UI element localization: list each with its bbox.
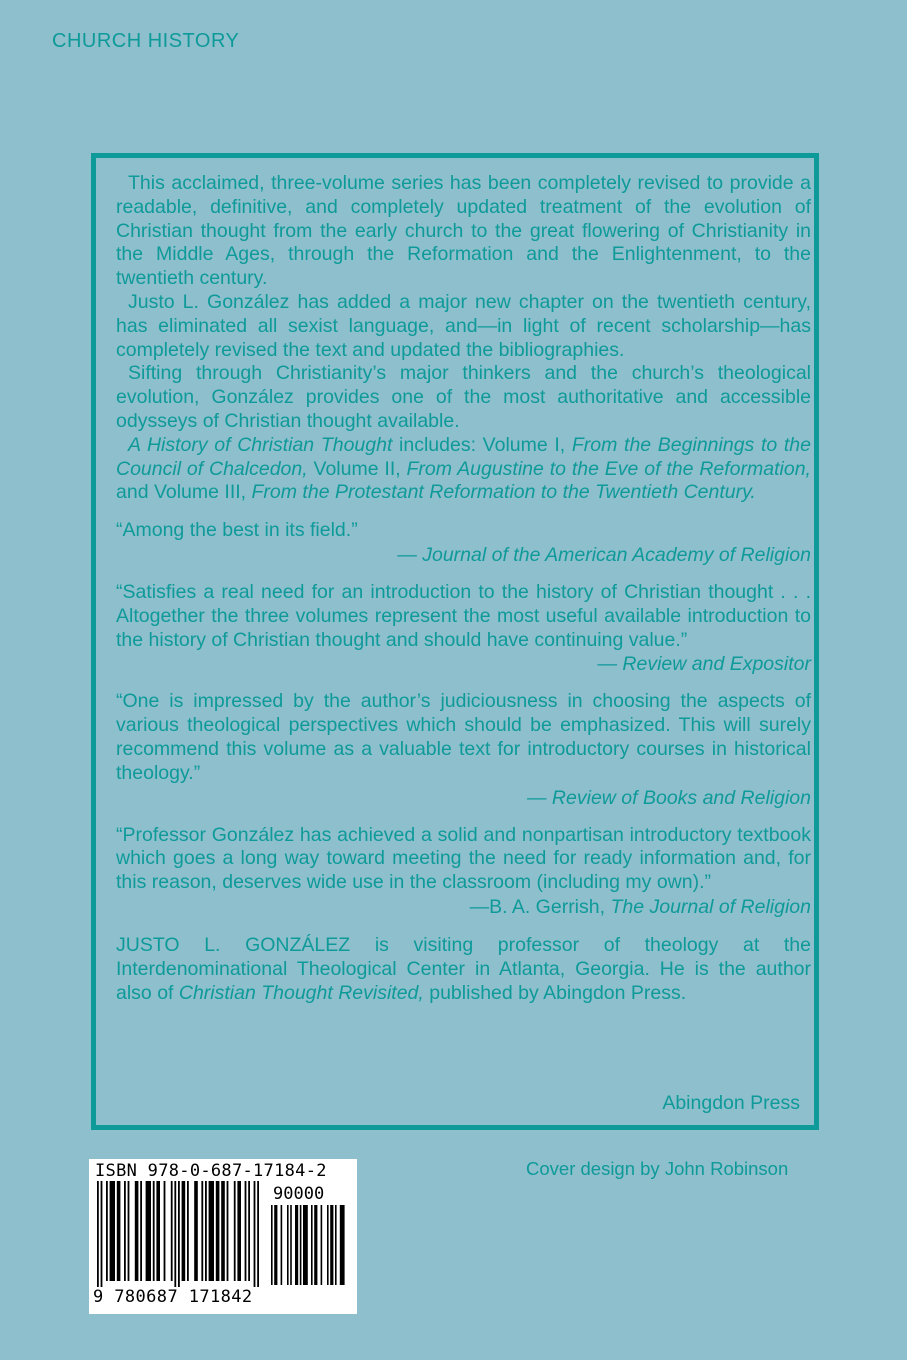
barcode-bar	[340, 1205, 345, 1285]
barcode-bar	[101, 1181, 103, 1287]
series-title: A History of Christian Thought	[128, 433, 393, 456]
review-quote	[116, 519, 811, 567]
quote-source: — Review of Books and Religion	[527, 786, 811, 809]
quote-source: The Journal of Religion	[610, 895, 811, 918]
isbn-text: ISBN 978-0-687-17184-2	[95, 1161, 327, 1181]
barcode-bar	[221, 1181, 225, 1281]
book-title: Christian Thought Revisited,	[178, 981, 424, 1004]
barcode-bar	[227, 1181, 229, 1281]
barcode-bar	[164, 1181, 166, 1281]
volume-3-title: From the Protestant Reformation to the Twentieth Century.	[251, 481, 756, 504]
barcode-bar	[281, 1205, 283, 1285]
barcode-bar	[135, 1181, 139, 1281]
barcode-bar	[201, 1181, 203, 1281]
barcode-bar	[287, 1205, 289, 1285]
barcode-bar	[300, 1205, 302, 1285]
barcode	[89, 1159, 357, 1314]
publisher-name: Abingdon Press	[662, 1092, 800, 1114]
review-quote	[116, 824, 811, 919]
bio-text: published by Abingdon Press.	[423, 981, 687, 1004]
barcode-bar	[153, 1181, 155, 1281]
author-bio	[116, 933, 811, 1005]
barcode-bar	[187, 1181, 189, 1281]
barcode-bar	[274, 1205, 277, 1285]
barcode-bar	[182, 1181, 186, 1281]
barcode-bar	[303, 1205, 308, 1285]
quote-author: —B. A. Gerrish,	[469, 895, 611, 918]
category-label: CHURCH HISTORY	[52, 30, 240, 52]
barcode-bar	[248, 1181, 250, 1281]
barcode-bar	[245, 1181, 247, 1281]
barcode-bar	[295, 1205, 298, 1285]
quote-source: — Review and Expositor	[597, 653, 811, 676]
barcode-bar	[156, 1181, 160, 1281]
barcode-bar	[234, 1181, 236, 1281]
barcode-bar	[209, 1181, 214, 1281]
barcode-bar	[106, 1181, 108, 1281]
quote-text: “Satisfies a real need for an introduction to the history of Christian thought . . . Altogether the three volumes represent the most useful available introduction to the history of Christian thought and should have continuing value.”	[116, 580, 811, 651]
barcode-bar	[330, 1205, 333, 1285]
quote-text: “Among the best in its field.”	[116, 519, 358, 542]
description-body	[116, 172, 811, 505]
volume-3-prefix: and Volume III,	[116, 481, 252, 504]
barcode-bar	[327, 1205, 329, 1285]
quote-attribution	[116, 652, 811, 676]
barcode-bar	[290, 1205, 292, 1285]
barcode-bar	[216, 1181, 220, 1281]
barcode-bar	[117, 1181, 121, 1281]
barcode-bar	[124, 1181, 126, 1281]
quote-source: — Journal of the American Academy of Religion	[397, 543, 811, 566]
author-name: JUSTO L. GONZÁLEZ	[116, 933, 351, 956]
description-frame	[91, 153, 819, 1130]
barcode-bar	[271, 1205, 273, 1285]
price-addon-text: 90000	[273, 1184, 325, 1204]
quote-text: “Professor González has achieved a solid and nonpartisan introductory textbook which goes a long way toward meeting the need for ready information and, for this reason, deserves wide use in the classroom (including my own).”	[116, 823, 811, 894]
barcode-bar	[205, 1181, 207, 1281]
barcode-bar	[178, 1181, 180, 1287]
bio-text: is visiting professor of theology at the Interdenominational Theological Center in Atlanta, Georgia. He is the author also of	[116, 933, 811, 1004]
quote-text: “One is impressed by the author’s judiciousness in choosing the aspects of various theological perspectives which should be emphasized. This will surely recommend this volume as a valuable text for introductory courses in historical theology.”	[116, 690, 811, 784]
series-includes: includes: Volume I,	[392, 433, 572, 456]
barcode-bar	[257, 1181, 259, 1287]
volume-2-prefix: Volume II,	[307, 457, 407, 480]
barcode-bar	[146, 1181, 151, 1281]
review-quote	[116, 581, 811, 676]
volume-1-title: From the Beginnings to the Council of Chalcedon,	[116, 433, 811, 480]
barcode-bar	[110, 1181, 115, 1281]
addon-barcode-bars	[271, 1205, 351, 1289]
description-paragraph: Justo L. González has added a major new chapter on the twentieth century, has eliminated all sexist language, and—in light of recent scholarship—has completely revised the text and updated the bibliographies.	[116, 290, 811, 361]
barcode-bar	[171, 1181, 173, 1281]
cover-design-credit: Cover design by John Robinson	[526, 1158, 789, 1179]
barcode-bar	[128, 1181, 130, 1281]
barcode-bar	[237, 1181, 241, 1281]
review-quote	[116, 690, 811, 809]
volume-2-title: From Augustine to the Eve of the Reformation,	[406, 457, 811, 480]
quote-attribution	[116, 543, 811, 567]
barcode-bar	[174, 1181, 176, 1287]
description-paragraph: Sifting through Christianity’s major thinkers and the church’s theological evolution, González provides one of the most authoritative and accessible odysseys of Christian thought available.	[116, 362, 811, 432]
description-paragraph-series	[116, 434, 811, 505]
quote-attribution	[116, 895, 811, 919]
barcode-bar	[335, 1205, 337, 1285]
barcode-bar	[311, 1205, 313, 1285]
barcode-bar	[97, 1181, 99, 1287]
ean-digits: 9 780687 171842	[93, 1287, 253, 1307]
description-paragraph: This acclaimed, three-volume series has been completely revised to provide a readable, definitive, and completely updated treatment of the evolution of Christian thought from the early church to the great flowering of Christianity in the Middle Ages, through the Reformation and the Enlightenment, to the twentieth century.	[116, 172, 811, 290]
barcode-bar	[194, 1181, 198, 1281]
barcode-bar	[254, 1181, 256, 1287]
barcode-bar	[321, 1205, 323, 1285]
ean-barcode-bars	[97, 1181, 265, 1289]
barcode-bar	[314, 1205, 317, 1285]
quote-attribution	[116, 786, 811, 810]
barcode-bar	[140, 1181, 142, 1281]
